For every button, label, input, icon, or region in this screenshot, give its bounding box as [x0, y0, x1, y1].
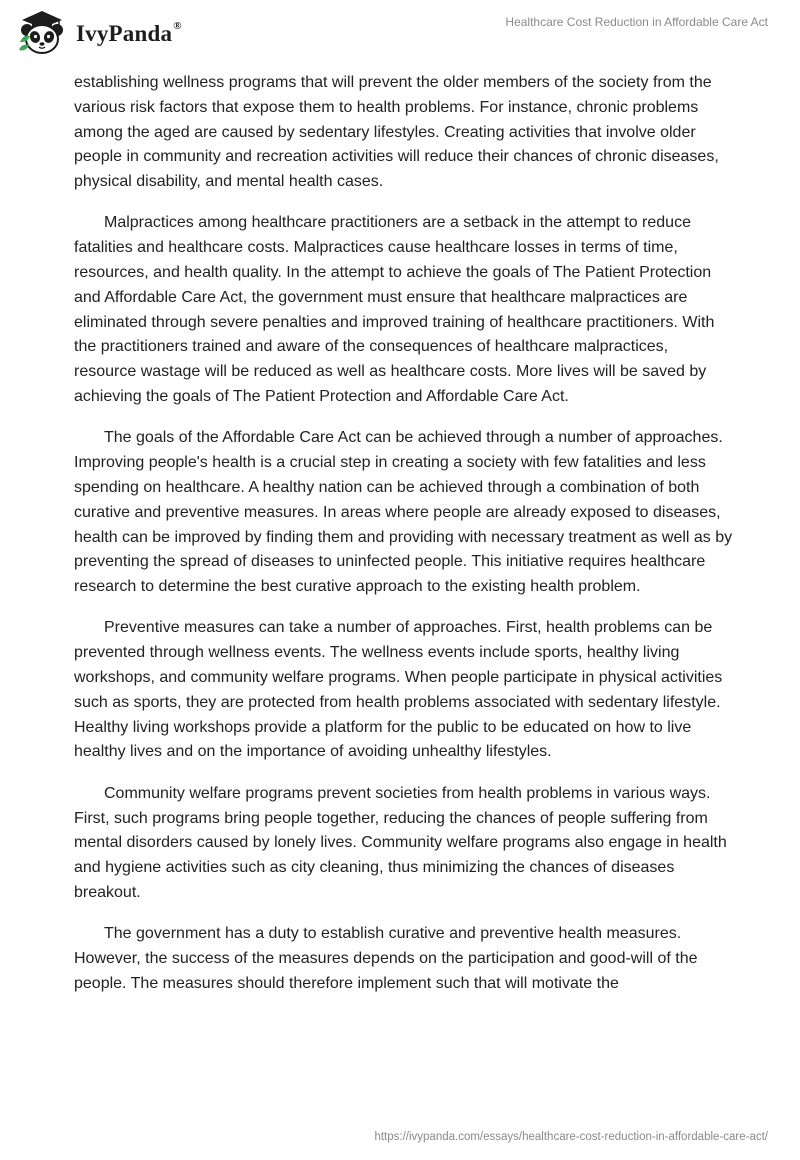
paragraph: Preventive measures can take a number of approaches. First, health problems can be prevented through wellness events. The wellness events include sports, healthy living workshops, and community welfare programs. When people participate in physical activities such as sports, they are protected from health problems associated with sedentary lifestyle. Healthy living workshops provide a platform for the public to be educated on how to live healthy lives and on the importance of avoiding unhealthy lifestyles.	[74, 619, 723, 761]
page-header	[0, 0, 800, 70]
source-url-link[interactable]: https://ivypanda.com/essays/healthcare-cost-reduction-in-affordable-care-act/	[374, 1131, 768, 1143]
paragraph: Malpractices among healthcare practitioners are a setback in the attempt to reduce fatalities and healthcare costs. Malpractices cause healthcare losses in terms of time, resources, and health quality. In the attempt to achieve the goals of The Patient Protection and Affordable Care Act, the government must ensure that healthcare malpractices are eliminated through severe penalties and improved training of healthcare practitioners. With the practitioners trained and aware of the consequences of healthcare malpractices, resource wastage will be reduced as well as healthcare costs. More lives will be saved by achieving the goals of The Patient Protection and Affordable Care Act.	[74, 214, 715, 406]
paragraph: establishing wellness programs that will prevent the older members of the society from the various risk factors that expose them to health problems. For instance, chronic problems among the aged are caused by sedentary lifestyles. Creating activities that involve older people in community and recreation activities will reduce their chances of chronic diseases, physical disability, and mental health cases.	[74, 74, 719, 191]
paragraph: The government has a duty to establish curative and preventive health measures. However, the success of the measures depends on the participation and good-will of the people. The measures should therefore implement such that will motivate the	[74, 925, 698, 992]
paragraph: The goals of the Affordable Care Act can be achieved through a number of approaches. Improving people's health is a crucial step in creating a society with few fatalities and less spending on healthcare. A healthy nation can be achieved through a combination of both curative and preventive measures. In areas where people are already exposed to diseases, health can be improved by finding them and providing with necessary treatment as well as by preventing the spread of diseases to uninfected people. This initiative requires healthcare research to determine the best curative approach to the existing health problem.	[74, 429, 733, 596]
essay-body	[74, 71, 734, 1013]
ivypanda-logo[interactable]	[16, 8, 182, 58]
panda-graduate-icon	[16, 8, 68, 58]
document-title: Healthcare Cost Reduction in Affordable Care Act	[505, 15, 768, 29]
paragraph: Community welfare programs prevent societies from health problems in various ways. First, such programs bring people together, reducing the chances of people suffering from mental disorders caused by lonely lives. Community welfare programs also engage in health and hygiene activities such as city cleaning, thus minimizing the chances of diseases breakout.	[74, 784, 727, 901]
brand-name: IvyPanda®	[76, 20, 182, 46]
registered-mark: ®	[173, 20, 182, 33]
